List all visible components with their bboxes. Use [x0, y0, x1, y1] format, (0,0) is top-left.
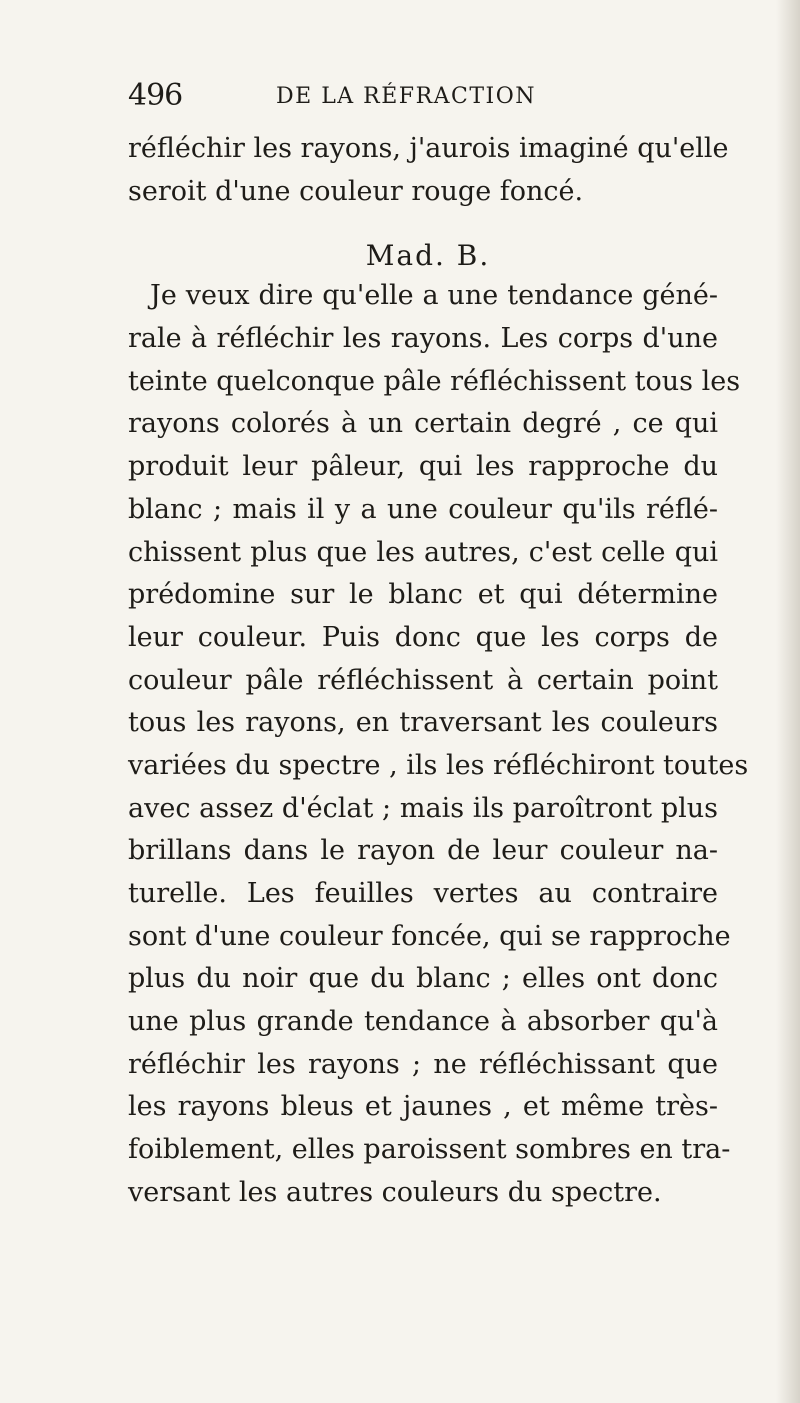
text-line: seroit d'une couleur rouge foncé.	[128, 175, 584, 207]
text-line: foiblement, elles paroissent sombres en tra-	[128, 1134, 731, 1166]
speaker-name: Mad. B.	[365, 239, 491, 273]
text-line: rale à réfléchir les rayons. Les corps d'une	[128, 323, 718, 355]
text-line: leur couleur. Puis donc que les corps de	[128, 621, 718, 653]
text-line: réfléchir les rayons, j'aurois imaginé qu'elle	[128, 133, 729, 164]
text-line: versant les autres couleurs du spectre.	[128, 1176, 662, 1208]
text-line: variées du spectre , ils les réfléchiront toutes	[128, 749, 749, 781]
text-line: turelle. Les feuilles vertes au contraire	[128, 878, 718, 909]
text-line: plus du noir que du blanc ; elles ont donc	[128, 963, 718, 995]
text-line: prédomine sur le blanc et qui détermine	[128, 579, 718, 611]
text-line: rayons colorés à un certain degré , ce qui	[128, 408, 718, 440]
text-line: tous les rayons, en traversant les couleurs	[128, 707, 718, 739]
text-line: produit leur pâleur, qui les rapproche du	[128, 451, 718, 483]
text-line: Je veux dire qu'elle a une tendance géné-	[150, 280, 718, 312]
page-header	[128, 78, 708, 120]
body-text	[128, 128, 749, 1215]
text-line: avec assez d'éclat ; mais ils paroîtront plus	[128, 792, 718, 824]
page-number: 496	[128, 78, 183, 113]
page-edge-shadow	[776, 0, 800, 1403]
text-line: brillans dans le rayon de leur couleur na-	[128, 835, 718, 867]
text-line: sont d'une couleur foncée, qui se rapproche	[128, 920, 731, 952]
text-line: une plus grande tendance à absorber qu'à	[128, 1006, 718, 1038]
running-head: DE LA RÉFRACTION	[276, 84, 537, 109]
text-line: teinte quelconque pâle réfléchissent tous les	[128, 365, 741, 397]
text-line: réfléchir les rayons ; ne réfléchissant que	[128, 1048, 718, 1080]
text-line: chissent plus que les autres, c'est celle qui	[128, 536, 718, 568]
text-line: couleur pâle réfléchissent à certain point	[128, 664, 718, 696]
text-line: les rayons bleus et jaunes , et même très-	[128, 1091, 718, 1123]
text-line: blanc ; mais il y a une couleur qu'ils réflé-	[128, 493, 718, 525]
